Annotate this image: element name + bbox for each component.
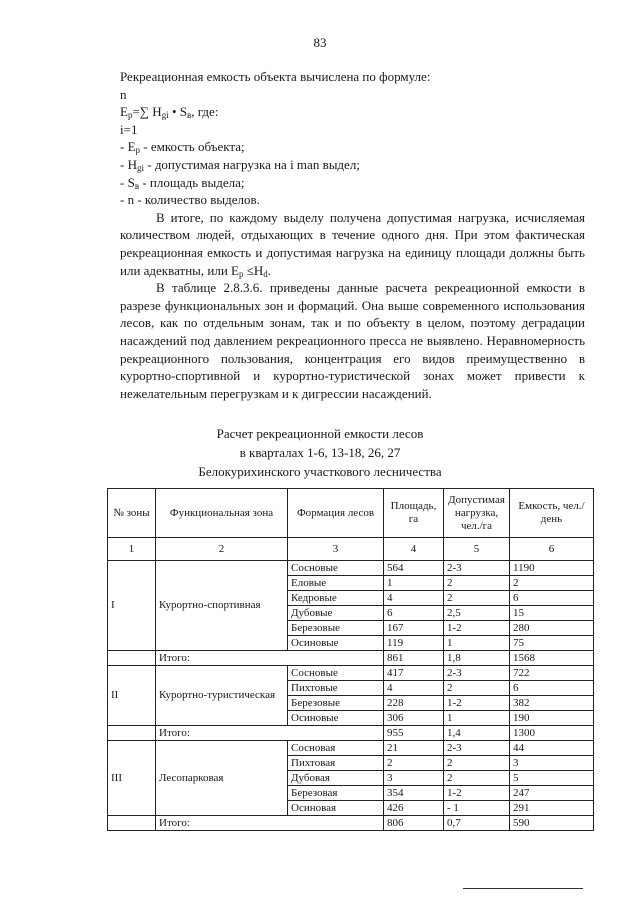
col-header-area: Площадь, га [384, 489, 444, 538]
capacity-cell: 6 [510, 591, 594, 606]
area-cell: 564 [384, 561, 444, 576]
definition-sv: - $S_в$ - площадь выдела; [120, 174, 245, 191]
capacity-cell: 280 [510, 621, 594, 636]
area-cell: 6 [384, 606, 444, 621]
load-cell: 2 [444, 576, 510, 591]
formation-cell: Осиновые [288, 636, 384, 651]
formation-cell: Сосновые [288, 666, 384, 681]
capacity-cell: 75 [510, 636, 594, 651]
load-cell: 2-3 [444, 741, 510, 756]
formation-cell: Осиновая [288, 801, 384, 816]
capacity-cell: 3 [510, 756, 594, 771]
total-load: 1,8 [444, 651, 510, 666]
table-header-row [108, 489, 594, 538]
formation-cell: Сосновая [288, 741, 384, 756]
total-capacity: 1568 [510, 651, 594, 666]
formation-cell: Березовая [288, 786, 384, 801]
total-blank-cell [108, 651, 156, 666]
table-total-row [108, 726, 594, 741]
formation-cell: Пихтовые [288, 681, 384, 696]
load-cell: 2 [444, 756, 510, 771]
zone-number: I [108, 561, 156, 651]
table-row [108, 666, 594, 681]
col-header-zone-number: № зоны [108, 489, 156, 538]
recreation-capacity-table [107, 488, 594, 831]
formula-i: i=1 [120, 121, 138, 137]
total-load: 0,7 [444, 816, 510, 831]
formation-cell: Березовые [288, 621, 384, 636]
total-area: 955 [384, 726, 444, 741]
formation-cell: Еловые [288, 576, 384, 591]
formation-cell: Сосновые [288, 561, 384, 576]
column-number: 6 [510, 538, 594, 561]
formation-cell: Дубовые [288, 606, 384, 621]
load-cell: 1 [444, 711, 510, 726]
area-cell: 4 [384, 591, 444, 606]
area-cell: 228 [384, 696, 444, 711]
area-cell: 119 [384, 636, 444, 651]
definition-ep: - $E_p$ - емкость объекта; [120, 139, 245, 156]
load-cell: 2-3 [444, 561, 510, 576]
zone-name: Курортно-туристическая [156, 666, 288, 726]
paragraph-1: В итоге, по каждому выделу получена допустимая нагрузка, исчисляемая количеством людей, отдыхающих в течение одного дня. При этом фактическая рекреационная емкость и допустимая нагрузка на единицу площади должны быть или адекватны, или $E_p \le H_d$. [120, 209, 585, 279]
column-number: 5 [444, 538, 510, 561]
caption-line-1: Расчет рекреационной емкости лесов [216, 426, 424, 441]
load-cell: 2 [444, 591, 510, 606]
capacity-cell: 15 [510, 606, 594, 621]
formula-equation: $E_p=\sum$ $H_{gi}$ • $S_в$, где: [120, 104, 219, 121]
footer-rule [463, 888, 583, 889]
col-header-functional-zone: Функциональная зона [156, 489, 288, 538]
load-cell: 2,5 [444, 606, 510, 621]
col-header-load: Допустимая нагрузка, чел./га [444, 489, 510, 538]
capacity-cell: 1190 [510, 561, 594, 576]
load-cell: 1-2 [444, 621, 510, 636]
page-number: 83 [313, 35, 327, 50]
table-row [108, 741, 594, 756]
definition-hgi: - $H_{gi}$ - допустимая нагрузка на i man выдел; [120, 156, 360, 173]
total-capacity: 590 [510, 816, 594, 831]
area-cell: 167 [384, 621, 444, 636]
zone-number: III [108, 741, 156, 816]
table-caption [0, 424, 640, 481]
paragraph-2: В таблице 2.8.3.6. приведены данные расчета рекреационной емкости в разрезе функциональных зон и формаций. Она выше современного использования лесов, как по отдельным зонам, так и по объекту в целом, поэтому деградации насаждений под давлением рекреационного пресса не выявлено. Неравномерность рекреационного пользования, концентрация его видов преимущественно в курортно-спортивной и курортно-туристической зонах может привести к нежелательным перегрузкам и к дигрессии насаждений. [120, 280, 585, 401]
area-cell: 4 [384, 681, 444, 696]
zone-name: Лесопарковая [156, 741, 288, 816]
capacity-cell: 5 [510, 771, 594, 786]
area-cell: 21 [384, 741, 444, 756]
capacity-cell: 190 [510, 711, 594, 726]
zone-number: II [108, 666, 156, 726]
col-header-formation: Формация лесов [288, 489, 384, 538]
capacity-cell: 44 [510, 741, 594, 756]
total-label: Итого: [156, 816, 384, 831]
load-cell: - 1 [444, 801, 510, 816]
total-blank-cell [108, 816, 156, 831]
col-header-capacity: Емкость, чел./день [510, 489, 594, 538]
load-cell: 1-2 [444, 786, 510, 801]
capacity-cell: 291 [510, 801, 594, 816]
column-number: 3 [288, 538, 384, 561]
caption-line-2: в кварталах 1-6, 13-18, 26, 27 [239, 445, 401, 460]
formula-intro: Рекреационная емкость объекта вычислена по формуле: [120, 69, 431, 84]
table-total-row [108, 816, 594, 831]
area-cell: 1 [384, 576, 444, 591]
capacity-cell: 2 [510, 576, 594, 591]
column-number: 1 [108, 538, 156, 561]
total-label: Итого: [156, 651, 384, 666]
definition-n: - n - количество выделов. [120, 192, 260, 208]
table-total-row [108, 651, 594, 666]
caption-line-3: Белокурихинского участкового лесничества [198, 464, 442, 479]
area-cell: 426 [384, 801, 444, 816]
total-area: 806 [384, 816, 444, 831]
formation-cell: Кедровые [288, 591, 384, 606]
total-capacity: 1300 [510, 726, 594, 741]
formation-cell: Дубовая [288, 771, 384, 786]
capacity-cell: 247 [510, 786, 594, 801]
table-column-numbers-row [108, 538, 594, 561]
area-cell: 2 [384, 756, 444, 771]
formation-cell: Березовые [288, 696, 384, 711]
total-area: 861 [384, 651, 444, 666]
column-number: 4 [384, 538, 444, 561]
capacity-cell: 382 [510, 696, 594, 711]
capacity-cell: 722 [510, 666, 594, 681]
load-cell: 2-3 [444, 666, 510, 681]
table-body [108, 561, 594, 831]
area-cell: 354 [384, 786, 444, 801]
formation-cell: Осиновые [288, 711, 384, 726]
zone-name: Курортно-спортивная [156, 561, 288, 651]
area-cell: 306 [384, 711, 444, 726]
formula-n: n [120, 86, 127, 102]
load-cell: 1 [444, 636, 510, 651]
area-cell: 3 [384, 771, 444, 786]
load-cell: 2 [444, 681, 510, 696]
column-number: 2 [156, 538, 288, 561]
total-blank-cell [108, 726, 156, 741]
capacity-cell: 6 [510, 681, 594, 696]
total-label: Итого: [156, 726, 384, 741]
formation-cell: Пихтовая [288, 756, 384, 771]
formula-block [120, 68, 585, 402]
load-cell: 2 [444, 771, 510, 786]
total-load: 1,4 [444, 726, 510, 741]
table-row [108, 561, 594, 576]
load-cell: 1-2 [444, 696, 510, 711]
area-cell: 417 [384, 666, 444, 681]
